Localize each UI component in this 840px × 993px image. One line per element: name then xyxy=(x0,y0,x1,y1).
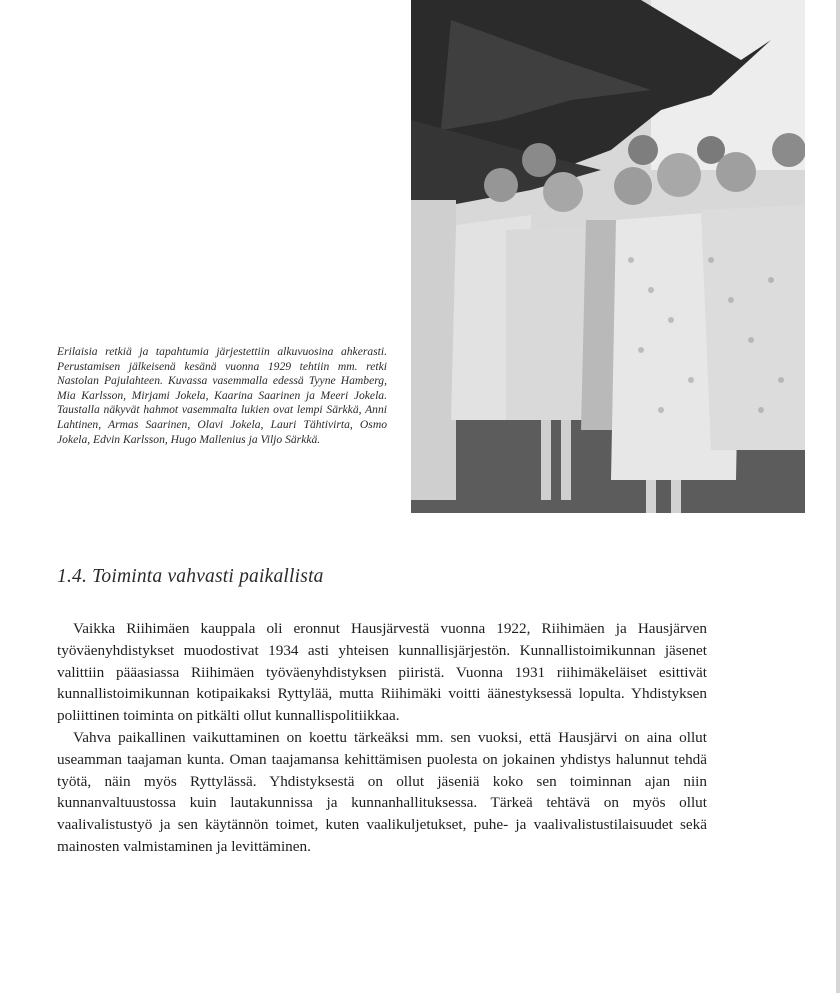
section-body xyxy=(57,618,707,858)
body-paragraph: Vaikka Riihimäen kauppala oli eronnut Hausjärvestä vuonna 1922, Riihimäen ja Hausjärven työväenyhdistykset muodostivat 1934 asti yhteisen kunnallisjärjestön. Kunnallistoimikunnan jäsenet valittiin pääasiassa Riihimäen työväenyhdistyksen piiristä. Vuonna 1931 riihimäkeläiset esittivät kunnallistoimikunnan kotipaikaksi Ryttylää, mutta Riihimäki voitti äänestyksessä lopulta. Yhdistyksen poliittinen toiminta on pitkälti ollut kunnallispolitiikkaa. xyxy=(57,620,707,725)
group-photo xyxy=(411,0,805,513)
page-edge xyxy=(836,0,840,993)
photo-caption: Erilaisia retkiä ja tapahtumia järjestettiin alkuvuosina ahkerasti. Perustamisen jälkeisenä kesänä vuonna 1929 tehtiin mm. retki Nastolan Pajulahteen. Kuvassa vasemmalla edessä Tyyne Hamberg, Mia Karlsson, Mirjami Jokela, Kaarina Saarinen ja Meeri Jokela. Taustalla näkyvät hahmot vasemmalta lukien ovat lempi Särkkä, Anni Lahtinen, Armas Saarinen, Olavi Jokela, Lauri Tähtivirta, Osmo Jokela, Edvin Karlsson, Hugo Mallenius ja Viljo Särkkä. xyxy=(57,345,387,446)
group-photo-illustration xyxy=(411,0,805,513)
section-heading: 1.4. Toiminta vahvasti paikallista xyxy=(57,566,324,587)
body-paragraph: Vahva paikallinen vaikuttaminen on koettu tärkeäksi mm. sen vuoksi, että Hausjärvi on aina ollut useamman taajaman kunta. Oman taajamansa kehittämisen puolesta on jokainen yhdistys halunnut tehdä työtä, näin myös Ryttylässä. Yhdistyksestä on ollut jäseniä koko sen toiminnan ajan niin kunnanvaltuustossa kuin lautakunnissa ja kunnanhallituksessa. Tärkeä tehtävä on myös ollut vaalivalistustyö ja sen käytännön toimet, kuten vaalikuljetukset, puhe- ja vaalivalistustilaisuudet sekä mainosten valmistaminen ja levittäminen. xyxy=(57,728,707,855)
